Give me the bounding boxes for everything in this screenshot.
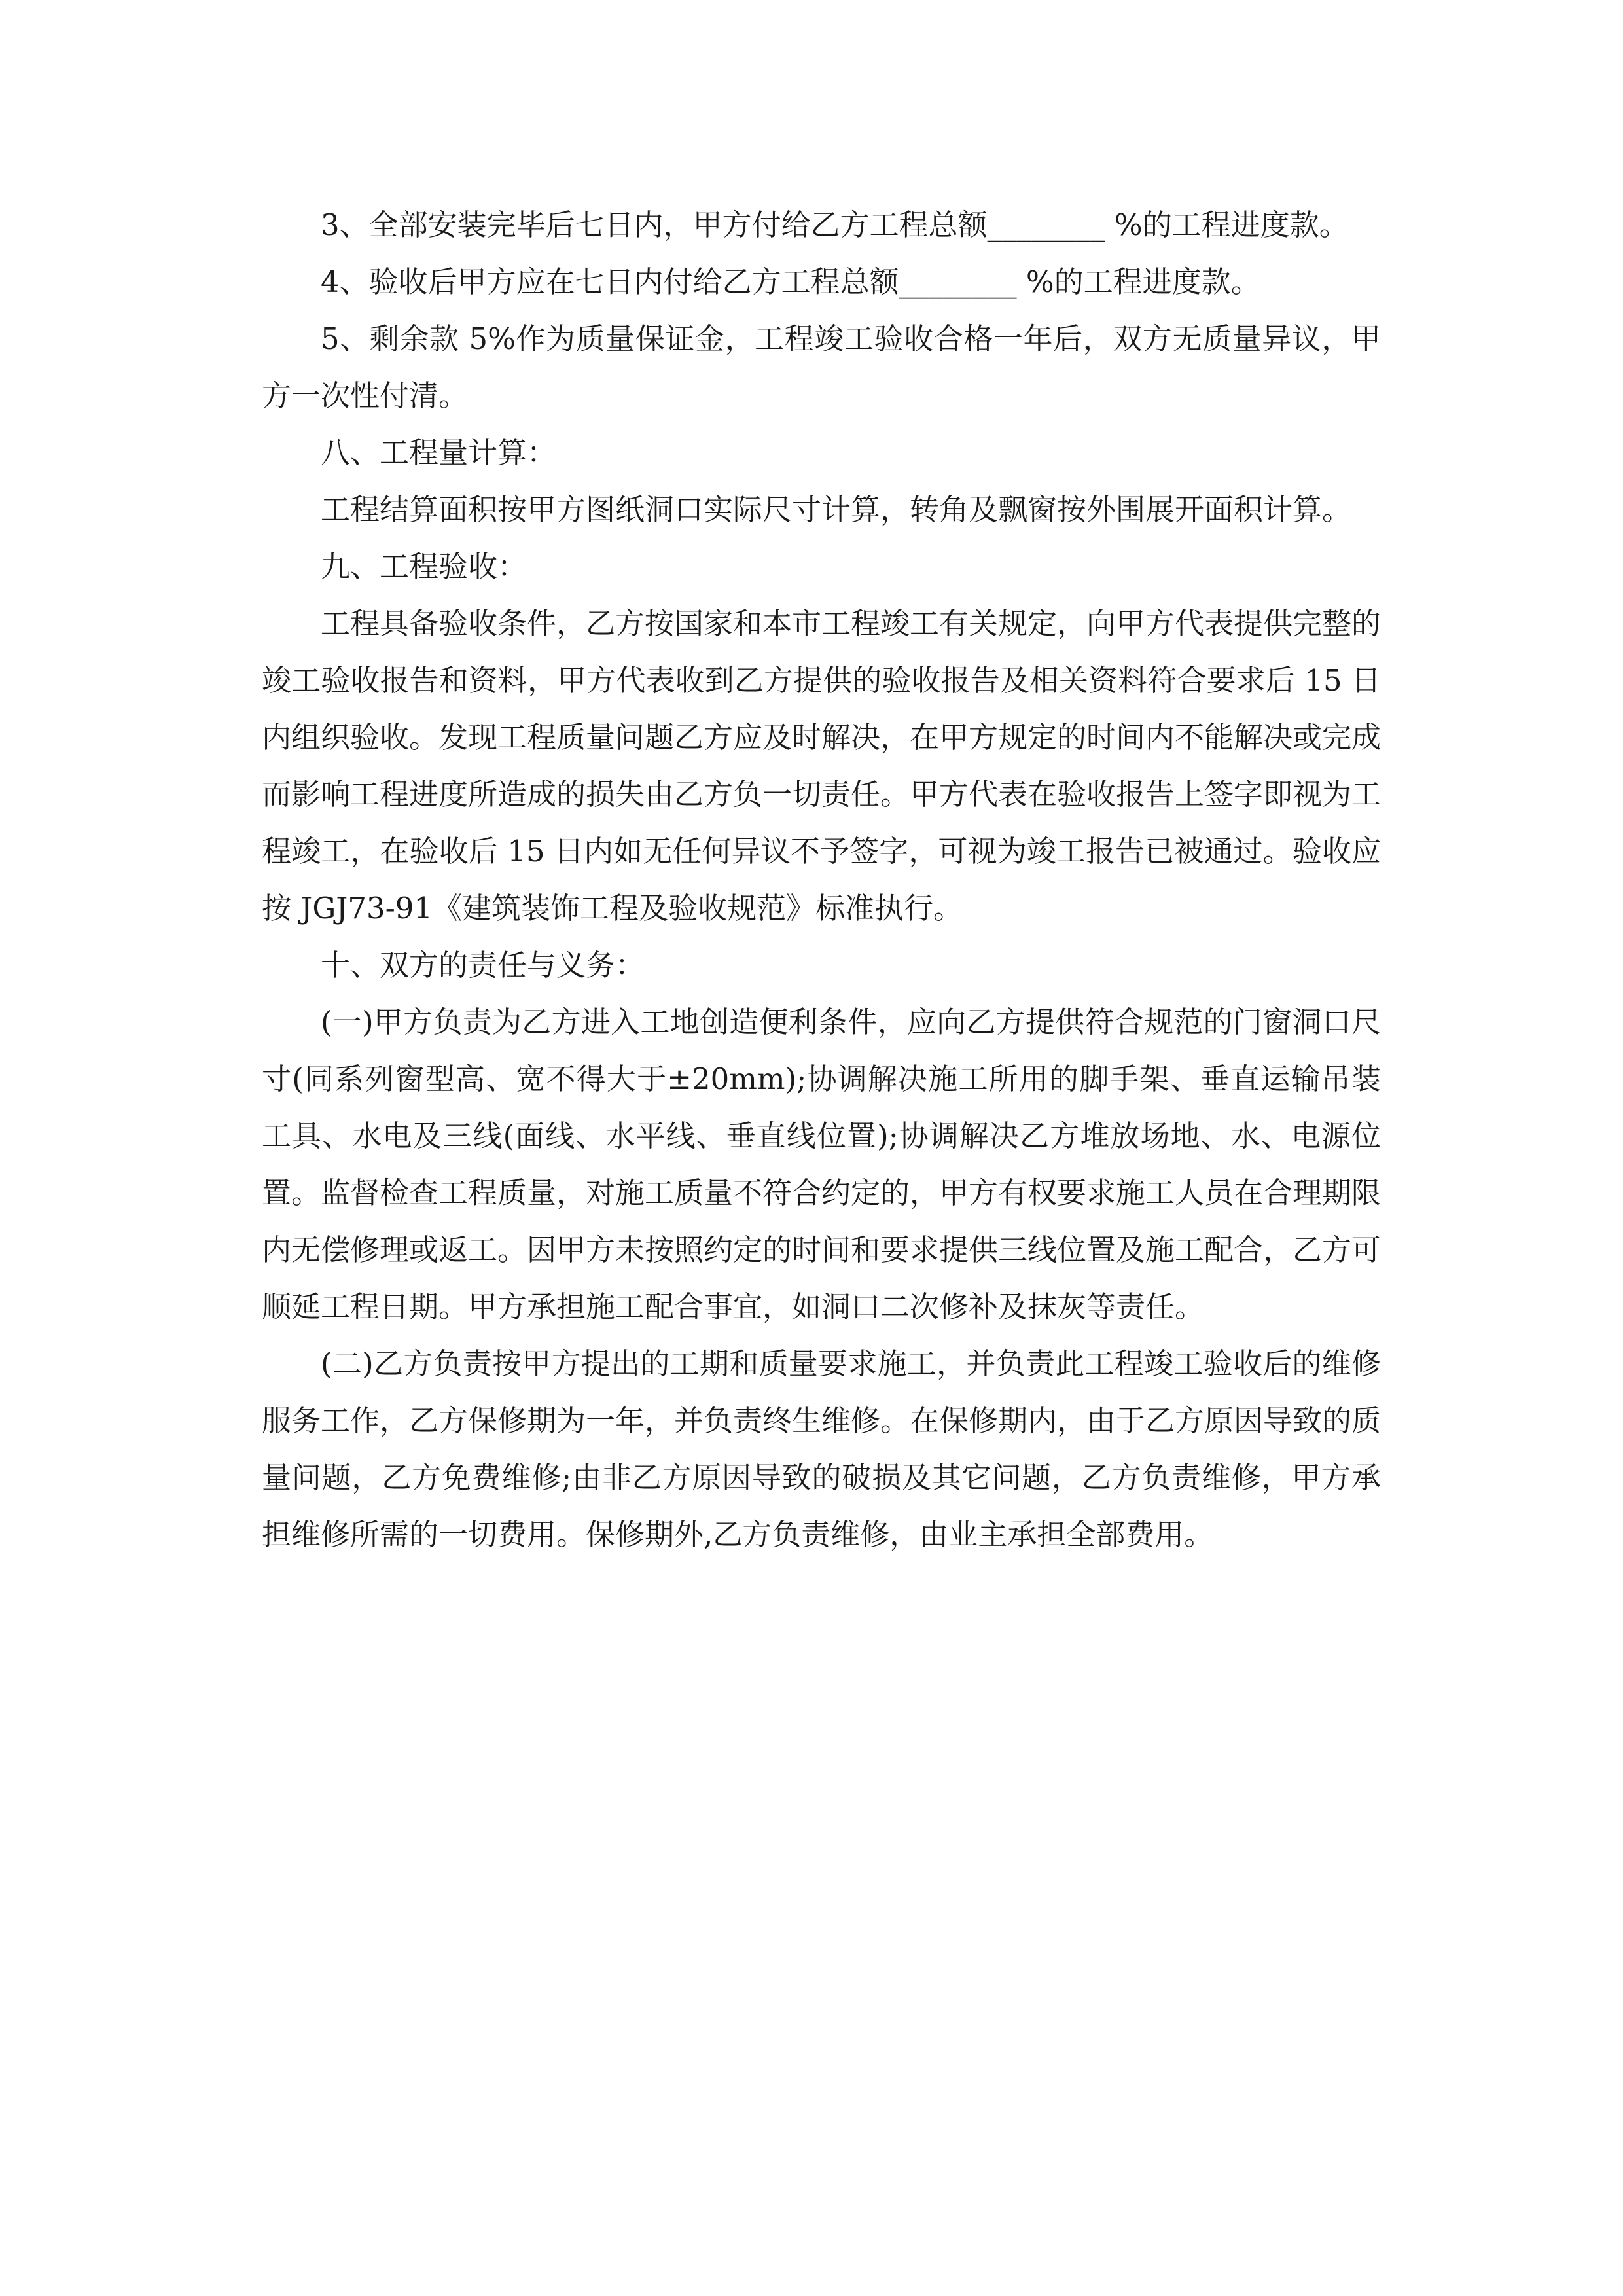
section-9-body: 工程具备验收条件，乙方按国家和本市工程竣工有关规定，向甲方代表提供完整的竣工验收报告和资料，甲方代表收到乙方提供的验收报告及相关资料符合要求后 15 日内组织验收。发现工程质量问题乙方应及时解决，在甲方规定的时间内不能解决或完成而影响工程进度所造成的损失由乙方负一切责任。甲方代表在验收报告上签字即视为工程竣工，在验收后 15 日内如无任何异议不予签字，可视为竣工报告已被通过。验收应按 JGJ73-91《建筑装饰工程及验收规范》标准执行。 xyxy=(262,606,1382,925)
section-10-party-b: (二)乙方负责按甲方提出的工期和质量要求施工，并负责此工程竣工验收后的维修服务工作，乙方保修期为一年，并负责终生维修。在保修期内，由于乙方原因导致的质量问题，乙方免费维修;由非乙方原因导致的破损及其它问题，乙方负责维修，甲方承担维修所需的一切费用。保修期外,乙方负责维修，由业主承担全部费用。 xyxy=(262,1346,1382,1552)
clause-payment-5: 5、剩余款 5%作为质量保证金，工程竣工验收合格一年后，双方无质量异议，甲方一次性付清。 xyxy=(262,321,1381,413)
section-8-body: 工程结算面积按甲方图纸洞口实际尺寸计算，转角及飘窗按外围展开面积计算。 xyxy=(321,492,1352,527)
clause-payment-4: 4、验收后甲方应在七日内付给乙方工程总额________ %的工程进度款。 xyxy=(321,264,1260,299)
section-heading-10: 十、双方的责任与义务： xyxy=(321,948,645,982)
section-10-party-a: (一)甲方负责为乙方进入工地创造便利条件，应向乙方提供符合规范的门窗洞口尺寸(同系列窗型高、宽不得大于±20mm);协调解决施工所用的脚手架、垂直运输吊装工具、水电及三线(面线、水平线、垂直线位置);协调解决乙方堆放场地、水、电源位置。监督检查工程质量，对施工质量不符合约定的，甲方有权要求施工人员在合理期限内无偿修理或返工。因甲方未按照约定的时间和要求提供三线位置及施工配合，乙方可顺延工程日期。甲方承担施工配合事宜，如洞口二次修补及抹灰等责任。 xyxy=(262,1005,1382,1324)
clause-payment-3: 3、全部安装完毕后七日内，甲方付给乙方工程总额________ %的工程进度款。 xyxy=(321,207,1349,242)
section-heading-9: 九、工程验收： xyxy=(321,549,527,584)
document-body xyxy=(262,196,1381,1563)
section-heading-8: 八、工程量计算： xyxy=(321,435,557,470)
